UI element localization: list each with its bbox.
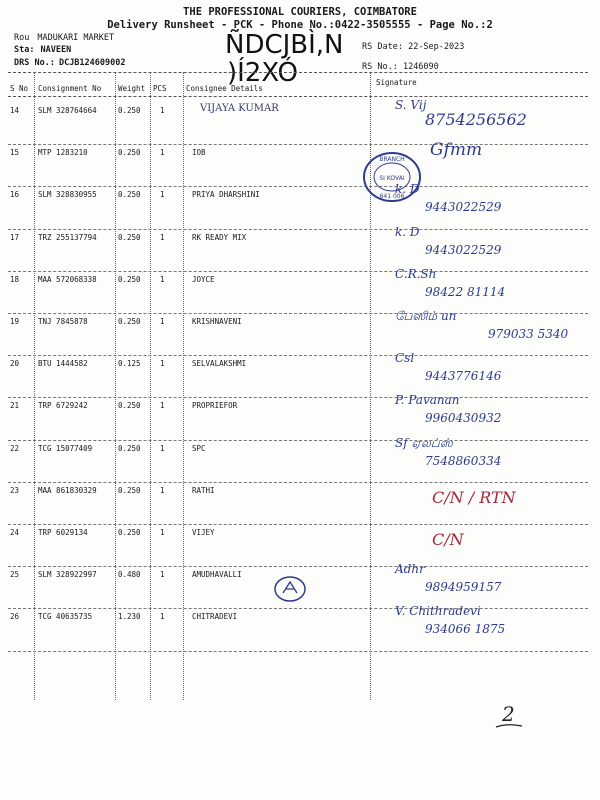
signature-name: C/N / RTN (432, 487, 516, 507)
table-row (0, 224, 600, 275)
stamp-bottom: 641 006 (379, 193, 405, 200)
cell-sno: 18 (10, 274, 20, 284)
signature-phone: 7548860334 (425, 453, 502, 468)
signature-phone: 9443022529 (425, 200, 502, 215)
signature-name: Sf ஏலப்ஸ் (395, 435, 453, 450)
stamp-top: BRANCH (379, 156, 405, 163)
col-consignment: Consignment No (38, 84, 102, 93)
drs-number: DRS No.: DCJB124609002 (14, 58, 126, 68)
page-mark: 2 (502, 702, 515, 726)
cell-weight: 0.250 (118, 485, 141, 495)
cell-weight: 0.125 (118, 359, 141, 369)
cell-sno: 21 (10, 401, 20, 411)
col-weight: Weight (118, 84, 146, 93)
signature-name: Csl (395, 351, 415, 366)
cell-consignee: RATHI (192, 485, 215, 495)
staff-label: Sta: NAVEEN (14, 45, 72, 55)
row-divider (8, 566, 588, 567)
signature-phone: 9894959157 (425, 580, 502, 595)
cell-consignment: BTU 1444582 (38, 359, 88, 369)
row-divider (8, 440, 588, 441)
cell-consignment: MAA 572068338 (38, 274, 97, 284)
cell-consignment: TRP 6029134 (38, 528, 88, 537)
route-value: MADUKARI MARKET (37, 33, 115, 43)
cell-pcs: 1 (160, 274, 165, 284)
page-mark-underline (494, 722, 524, 730)
table-row (0, 98, 600, 148)
cell-consignment: SLM 328764664 (38, 106, 97, 115)
cell-weight: 0.250 (118, 317, 141, 326)
cell-weight: 0.250 (118, 190, 141, 200)
row-divider (8, 651, 588, 652)
cell-consignee: JOYCE (192, 274, 215, 284)
cell-weight: 0.250 (118, 106, 141, 115)
signature-name: C/N (432, 530, 464, 549)
cell-pcs: 1 (160, 443, 165, 453)
cell-pcs: 1 (160, 485, 165, 495)
table-row (0, 182, 600, 232)
cell-weight: 0.250 (118, 232, 141, 242)
handwritten-consignee: VIJAYA KUMAR (200, 103, 279, 114)
cell-sno: 23 (10, 485, 20, 495)
cell-consignee: CHITRADEVI (192, 612, 238, 622)
cell-weight: 0.250 (118, 401, 141, 411)
signature-name: k. D (395, 182, 420, 197)
cell-sno: 22 (10, 443, 20, 453)
cell-consignee: SPC (192, 443, 206, 453)
signature-phone: 9443776146 (425, 369, 502, 384)
circled-mark (272, 574, 308, 604)
table-row (0, 604, 600, 654)
cell-consignee: PRIYA DHARSHINI (192, 190, 260, 200)
cell-consignee: VIJEY (192, 528, 215, 537)
cell-pcs: 1 (160, 570, 165, 580)
signature-phone: 9960430932 (425, 411, 502, 426)
cell-weight: 0.250 (118, 528, 141, 537)
cell-pcs: 1 (160, 232, 165, 242)
signature-phone: 8754256562 (425, 110, 527, 129)
row-divider (8, 186, 588, 187)
table-row (0, 528, 600, 570)
col-consignee: Consignee Details (186, 84, 263, 93)
signature-name: Adhr (395, 562, 425, 577)
column-divider (8, 96, 588, 97)
row-divider (8, 524, 588, 525)
table-row (0, 435, 600, 486)
cell-pcs: 1 (160, 401, 165, 411)
cell-consignment: TRZ 255137794 (38, 232, 97, 242)
cell-sno: 24 (10, 528, 20, 537)
signature-phone: 934066 1875 (425, 622, 506, 637)
table-row (0, 140, 600, 190)
cell-weight: 1.230 (118, 612, 141, 622)
cell-consignment: TCG 40635735 (38, 612, 93, 622)
staff-value: NAVEEN (40, 45, 72, 55)
col-sno: S No (10, 84, 29, 93)
cell-consignment: TNJ 7845878 (38, 317, 88, 326)
cell-pcs: 1 (160, 528, 165, 537)
cell-sno: 14 (10, 106, 20, 115)
header-divider (8, 72, 588, 73)
route-label: Rou MADUKARI MARKET (14, 33, 115, 43)
signature-name: S. Vij (395, 98, 427, 112)
cell-consignee: RK READY MIX (192, 232, 247, 242)
row-divider (8, 271, 588, 272)
row-divider (8, 144, 588, 145)
cell-consignment: TRP 6729242 (38, 401, 88, 411)
row-divider (8, 313, 588, 314)
col-signature: Signature (376, 78, 417, 87)
signature-name: Gfmm (430, 140, 483, 161)
row-divider (8, 608, 588, 609)
cell-pcs: 1 (160, 612, 165, 622)
barcode-text: ÑDCJBÌ,N )Í2XÓ (225, 30, 344, 88)
table-row (0, 486, 600, 528)
row-divider (8, 397, 588, 398)
cell-pcs: 1 (160, 317, 165, 326)
table-row (0, 351, 600, 401)
row-divider (8, 229, 588, 230)
cell-consignment: SLM 328922997 (38, 570, 97, 580)
signature-phone: 98422 81114 (425, 284, 506, 299)
cell-weight: 0.480 (118, 570, 141, 580)
cell-sno: 15 (10, 148, 20, 158)
cell-consignment: MTP 1283210 (38, 148, 88, 158)
table-row (0, 393, 600, 443)
cell-sno: 26 (10, 612, 20, 622)
cell-consignee: IOB (192, 148, 206, 158)
table-row (0, 266, 600, 317)
signature-name: பேஸிம் un (395, 309, 457, 323)
signature-name: k. D (395, 224, 420, 239)
company-title: THE PROFESSIONAL COURIERS, COIMBATORE (183, 6, 417, 18)
signature-name: V. Chithradevi (395, 604, 481, 619)
cell-pcs: 1 (160, 190, 165, 200)
cell-sno: 17 (10, 232, 20, 242)
cell-consignee: PROPRIEFOR (192, 401, 238, 411)
runsheet-title: Delivery Runsheet - PCK - Phone No.:0422-3505555 - Page No.:2 (107, 19, 493, 31)
signature-name: P. Pavanan (395, 393, 460, 408)
cell-consignee: AMUDHAVALLI (192, 570, 242, 580)
row-divider (8, 482, 588, 483)
signature-name: C.R.Sh (395, 266, 437, 281)
stamp-middle: SI KOVAI (379, 175, 405, 182)
row-divider (8, 355, 588, 356)
rs-date: RS Date: 22-Sep-2023 (362, 42, 465, 52)
table-row (0, 309, 600, 359)
cell-weight: 0.250 (118, 443, 141, 453)
signature-phone: 9443022529 (425, 242, 502, 257)
cell-weight: 0.250 (118, 148, 141, 158)
cell-sno: 16 (10, 190, 20, 200)
cell-weight: 0.250 (118, 274, 141, 284)
cell-consignment: TCG 15077409 (38, 443, 93, 453)
branch-stamp (360, 148, 424, 206)
cell-consignee: SELVALAKSHMI (192, 359, 247, 369)
cell-consignee: KRISHNAVENI (192, 317, 242, 326)
rs-number: RS No.: 1246090 (362, 62, 439, 72)
cell-pcs: 1 (160, 359, 165, 369)
cell-sno: 25 (10, 570, 20, 580)
cell-consignment: MAA 861830329 (38, 485, 97, 495)
cell-sno: 20 (10, 359, 20, 369)
cell-sno: 19 (10, 317, 20, 326)
col-pcs: PCS (153, 84, 167, 93)
cell-consignment: SLM 328830955 (38, 190, 97, 200)
signature-phone: 979033 5340 (488, 327, 569, 341)
cell-pcs: 1 (160, 148, 165, 158)
cell-pcs: 1 (160, 106, 165, 115)
